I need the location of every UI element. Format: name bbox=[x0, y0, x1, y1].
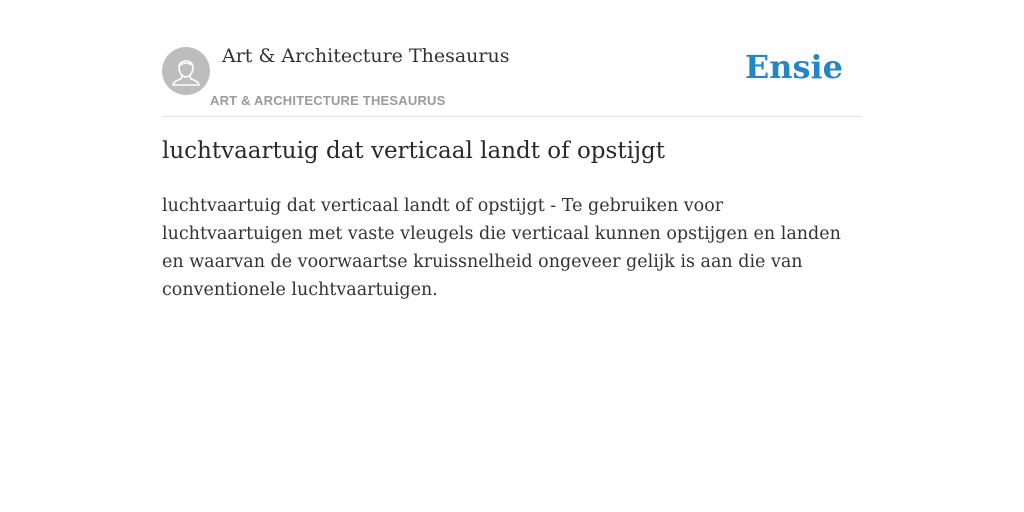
ensie-logo[interactable]: Ensie bbox=[744, 48, 843, 86]
header bbox=[162, 0, 862, 117]
avatar[interactable] bbox=[162, 47, 210, 95]
page-title: luchtvaartuig dat verticaal landt of opstijgt bbox=[162, 138, 666, 164]
article-body: luchtvaartuig dat verticaal landt of opstijgt - Te gebruiken voor luchtvaartuigen met vaste vleugels die verticaal kunnen opstijgen en landen en waarvan de voorwaartse kruissnelheid ongeveer gelijk is aan die van conventionele luchtvaartuigen. bbox=[162, 196, 841, 300]
user-silhouette-icon bbox=[162, 47, 210, 95]
author-name[interactable]: Art & Architecture Thesaurus bbox=[222, 45, 510, 67]
content-container bbox=[162, 0, 862, 300]
category-label[interactable]: ART & ARCHITECTURE THESAURUS bbox=[210, 93, 446, 108]
